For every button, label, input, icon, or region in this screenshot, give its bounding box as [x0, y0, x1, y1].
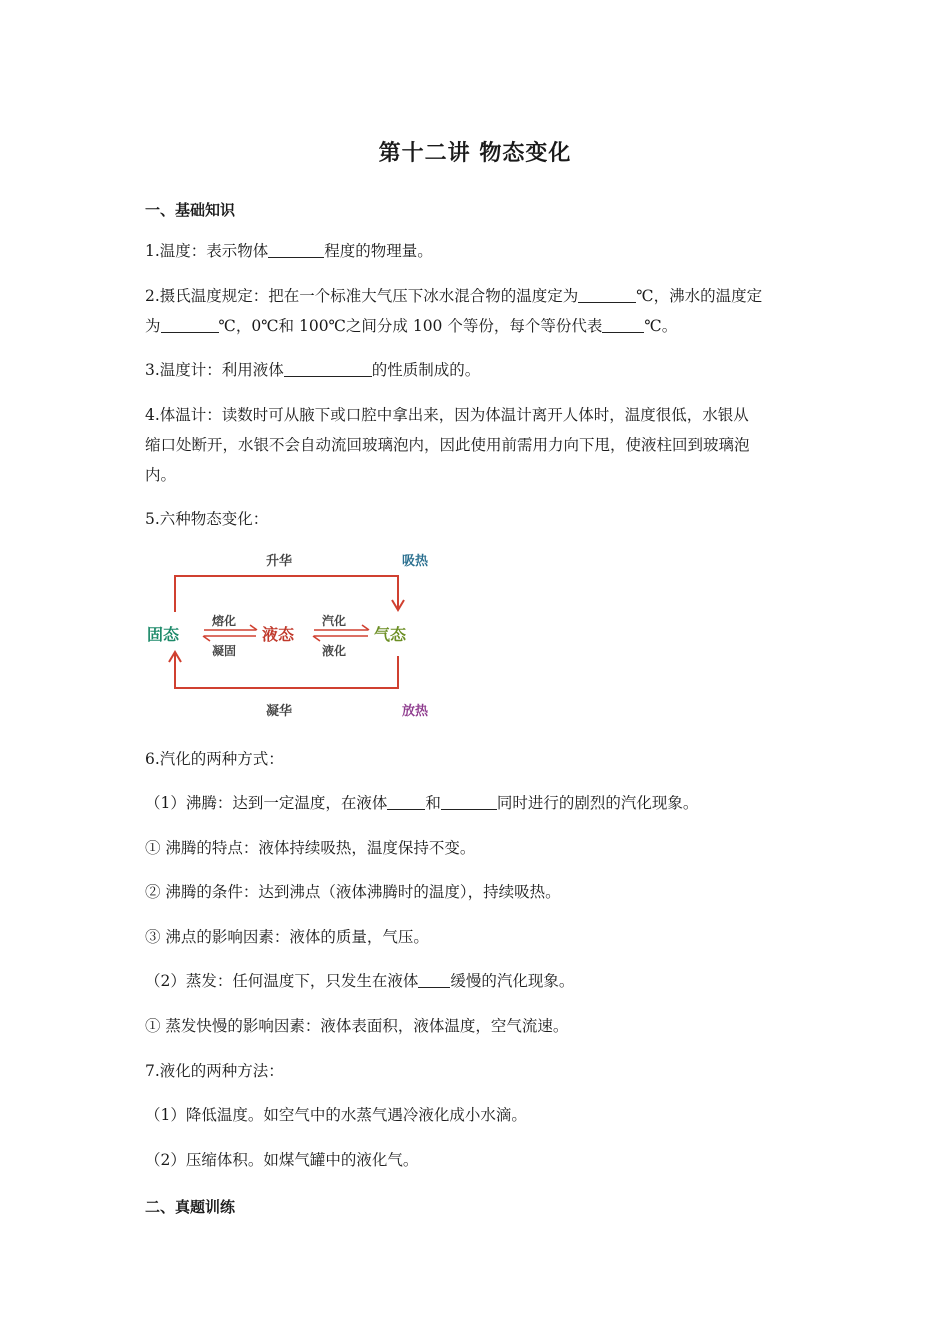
item-7-2: （2）压缩体积。如煤气罐中的液化气。	[145, 1151, 419, 1169]
blank	[284, 358, 372, 377]
deposition-path	[169, 652, 398, 688]
item-6-1-text-b: 和	[425, 794, 441, 812]
item-4-line-1: 4.体温计：读数时可从腋下或口腔中拿出来，因为体温计离开人体时，温度很低，水银从	[145, 406, 749, 424]
item-4-line-2: 缩口处断开，水银不会自动流回玻璃泡内，因此使用前需用力向下甩，使液柱回到玻璃泡	[145, 436, 750, 454]
item-3	[145, 355, 810, 385]
gas-label: 气态	[374, 625, 407, 644]
blank	[602, 314, 644, 333]
blank	[441, 791, 497, 810]
boiling-feature: ① 沸腾的特点：液体持续吸热，温度保持不变。	[145, 839, 476, 857]
sublimation-path	[175, 576, 404, 612]
item-1	[145, 236, 810, 266]
section-heading-basics: 一、基础知识	[145, 201, 236, 219]
evaporation-factors: ① 蒸发快慢的影响因素：液体表面积，液体温度，空气流速。	[145, 1017, 569, 1035]
item-2-text-b: ℃，沸水的温度定	[636, 287, 763, 305]
item-2-text-d: ℃，0℃和 100℃之间分成 100 个等份，每个等份代表	[218, 317, 603, 335]
item-6-1-text-c: 同时进行的剧烈的汽化现象。	[496, 794, 699, 812]
release-heat-label: 放热	[402, 704, 429, 719]
item-5: 5.六种物态变化：	[145, 510, 269, 528]
item-6-2	[145, 966, 810, 996]
solid-label: 固态	[147, 625, 180, 644]
item-6-1-text-a: （1）沸腾：达到一定温度，在液体	[145, 794, 388, 812]
blank	[387, 791, 425, 810]
vaporization-label: 汽化	[322, 614, 347, 628]
item-1-text-a: 1.温度：表示物体	[145, 242, 269, 260]
absorb-heat-label: 吸热	[402, 554, 429, 569]
item-1-text-b: 程度的物理量。	[324, 242, 433, 260]
page-title: 第十二讲 物态变化	[378, 141, 572, 166]
item-6-2-text-a: （2）蒸发：任何温度下，只发生在液体	[145, 972, 419, 990]
item-2-text-a: 2.摄氏温度规定：把在一个标准大气压下冰水混合物的温度定为	[145, 287, 579, 305]
item-7: 7.液化的两种方法：	[145, 1062, 284, 1080]
freezing-label: 凝固	[212, 644, 237, 658]
blank	[161, 314, 219, 333]
item-4	[145, 400, 810, 490]
item-2	[145, 281, 810, 341]
section-heading-practice: 二、真题训练	[145, 1198, 236, 1216]
liquefaction-label: 液化	[322, 644, 347, 658]
blank	[268, 239, 324, 258]
item-6-2-text-b: 缓慢的汽化现象。	[450, 972, 575, 990]
item-2-text-e: ℃。	[644, 317, 678, 335]
boiling-point-factors: ③ 沸点的影响因素：液体的质量，气压。	[145, 928, 429, 946]
melting-label: 熔化	[212, 614, 237, 628]
sublimation-label: 升华	[266, 554, 293, 569]
boiling-condition: ② 沸腾的条件：达到沸点（液体沸腾时的温度），持续吸热。	[145, 883, 561, 901]
liquid-label: 液态	[262, 625, 295, 644]
item-4-line-3: 内。	[145, 466, 177, 484]
blank	[578, 284, 636, 303]
state-change-diagram	[140, 548, 450, 726]
item-3-text-a: 3.温度计：利用液体	[145, 361, 284, 379]
blank	[418, 969, 450, 988]
deposition-label: 凝华	[266, 704, 293, 719]
item-3-text-b: 的性质制成的。	[371, 361, 481, 379]
item-7-1: （1）降低温度。如空气中的水蒸气遇冷液化成小水滴。	[145, 1106, 527, 1124]
item-6-1	[145, 788, 810, 818]
item-6: 6.汽化的两种方式：	[145, 750, 284, 768]
item-2-text-c: 为	[145, 317, 161, 335]
